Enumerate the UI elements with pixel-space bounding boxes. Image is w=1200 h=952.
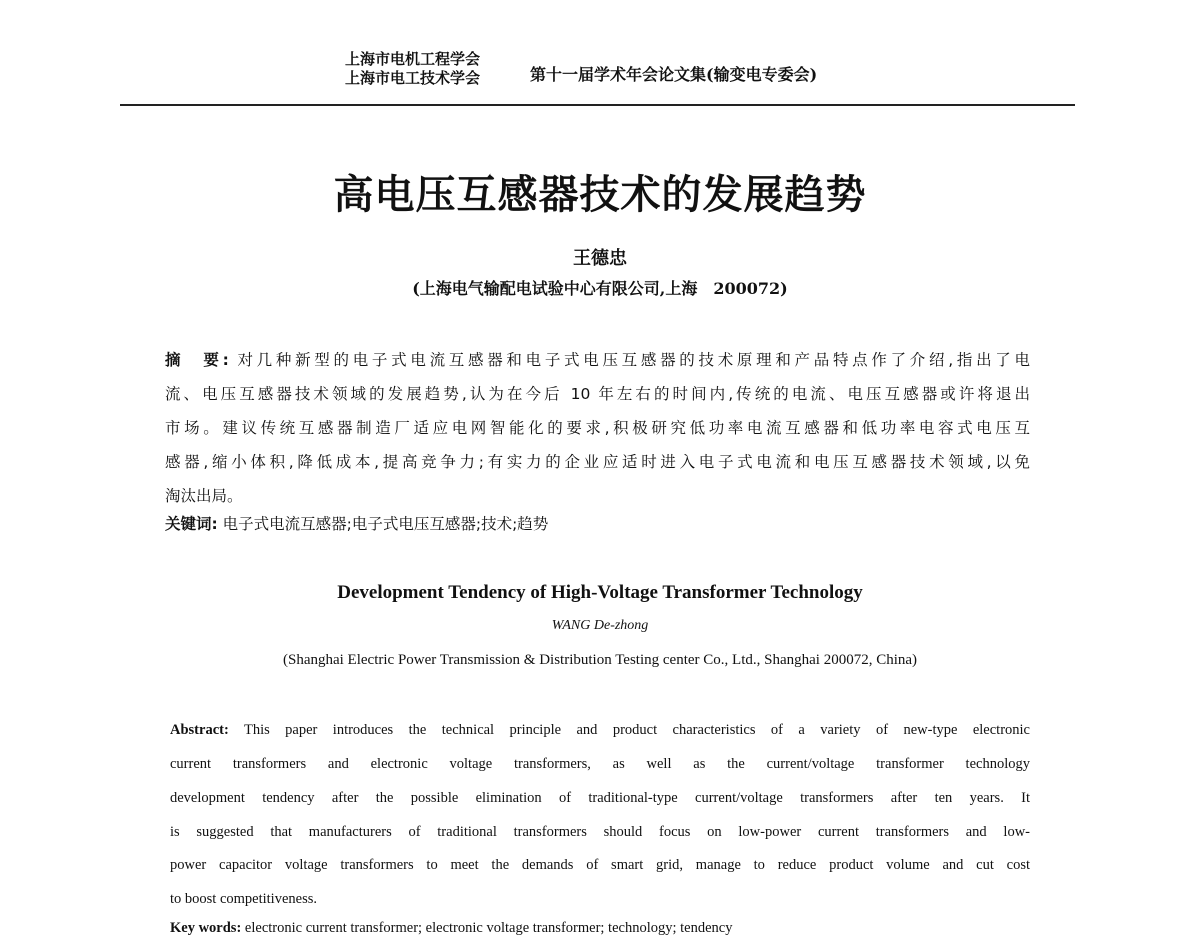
keywords-cn-label: 关键词:	[165, 515, 218, 533]
abstract-en-line: is suggested that manufacturers of traditional transformers should focus on low-power current transformers and low-	[170, 824, 1030, 840]
proceedings-title: 第十一届学术年会论文集(输变电专委会)	[530, 65, 818, 84]
english-author: WANG De-zhong	[551, 618, 649, 633]
abstract-en-line: development tendency after the possible elimination of traditional-type current/voltage transformers after ten years. It	[170, 790, 1030, 806]
abstract-en-line	[170, 722, 1030, 739]
keywords-en-text: electronic current transformer; electronic voltage transformer; technology; tendency	[244, 920, 733, 936]
abstract-cn-line: 流、电压互感器技术领域的发展趋势,认为在今后 10 年左右的时间内,传统的电流、电压互感器或许将退出	[165, 385, 1030, 403]
header-societies	[345, 50, 480, 88]
keywords-cn	[165, 512, 1030, 534]
society-name: 上海市电机工程学会	[345, 50, 481, 68]
abstract-en-line: power capacitor voltage transformers to meet the demands of smart grid, manage to reduce product volume and cut cost	[170, 857, 1030, 873]
abstract-cn-line: 市场。建议传统互感器制造厂适应电网智能化的要求,积极研究低功率电流互感器和低功率电容式电压互	[165, 419, 1030, 437]
abstract-en-line: to boost competitiveness.	[170, 891, 317, 907]
abstract-cn-line: 感器,缩小体积,降低成本,提高竞争力;有实力的企业应适时进入电子式电流和电压互感器技术领域,以免	[165, 453, 1030, 471]
abstract-en-label: Abstract:	[170, 722, 229, 738]
keywords-cn-text: 电子式电流互感器;电子式电压互感器;技术;趋势	[222, 515, 549, 533]
abstract-cn-text: 对几种新型的电子式电流互感器和电子式电压互感器的技术原理和产品特点作了介绍,指出了电	[237, 351, 1030, 369]
keywords-en	[170, 920, 1030, 937]
abstract-cn-line: 淘汰出局。	[165, 487, 243, 505]
abstract-en-line: current transformers and electronic voltage transformers, as well as the current/voltage transformer technology	[170, 756, 1030, 772]
abstract-cn-line	[165, 348, 1030, 370]
society-name: 上海市电工技术学会	[345, 69, 481, 87]
keywords-en-label: Key words:	[170, 920, 242, 936]
english-title: Development Tendency of High-Voltage Transformer Technology	[337, 582, 863, 603]
abstract-en-text: This paper introduces the technical principle and product characteristics of a variety of new-type electronic	[243, 722, 1030, 738]
english-affiliation: (Shanghai Electric Power Transmission & Distribution Testing center Co., Ltd., Shanghai 200072, China)	[282, 652, 918, 668]
author: 王德忠	[573, 248, 627, 269]
paper-title: 高电压互感器技术的发展趋势	[333, 171, 867, 218]
abstract-cn-label: 摘 要:	[165, 351, 229, 369]
header-rule	[120, 104, 1075, 106]
affiliation: (上海电气输配电试验中心有限公司,上海 200072)	[412, 279, 788, 298]
